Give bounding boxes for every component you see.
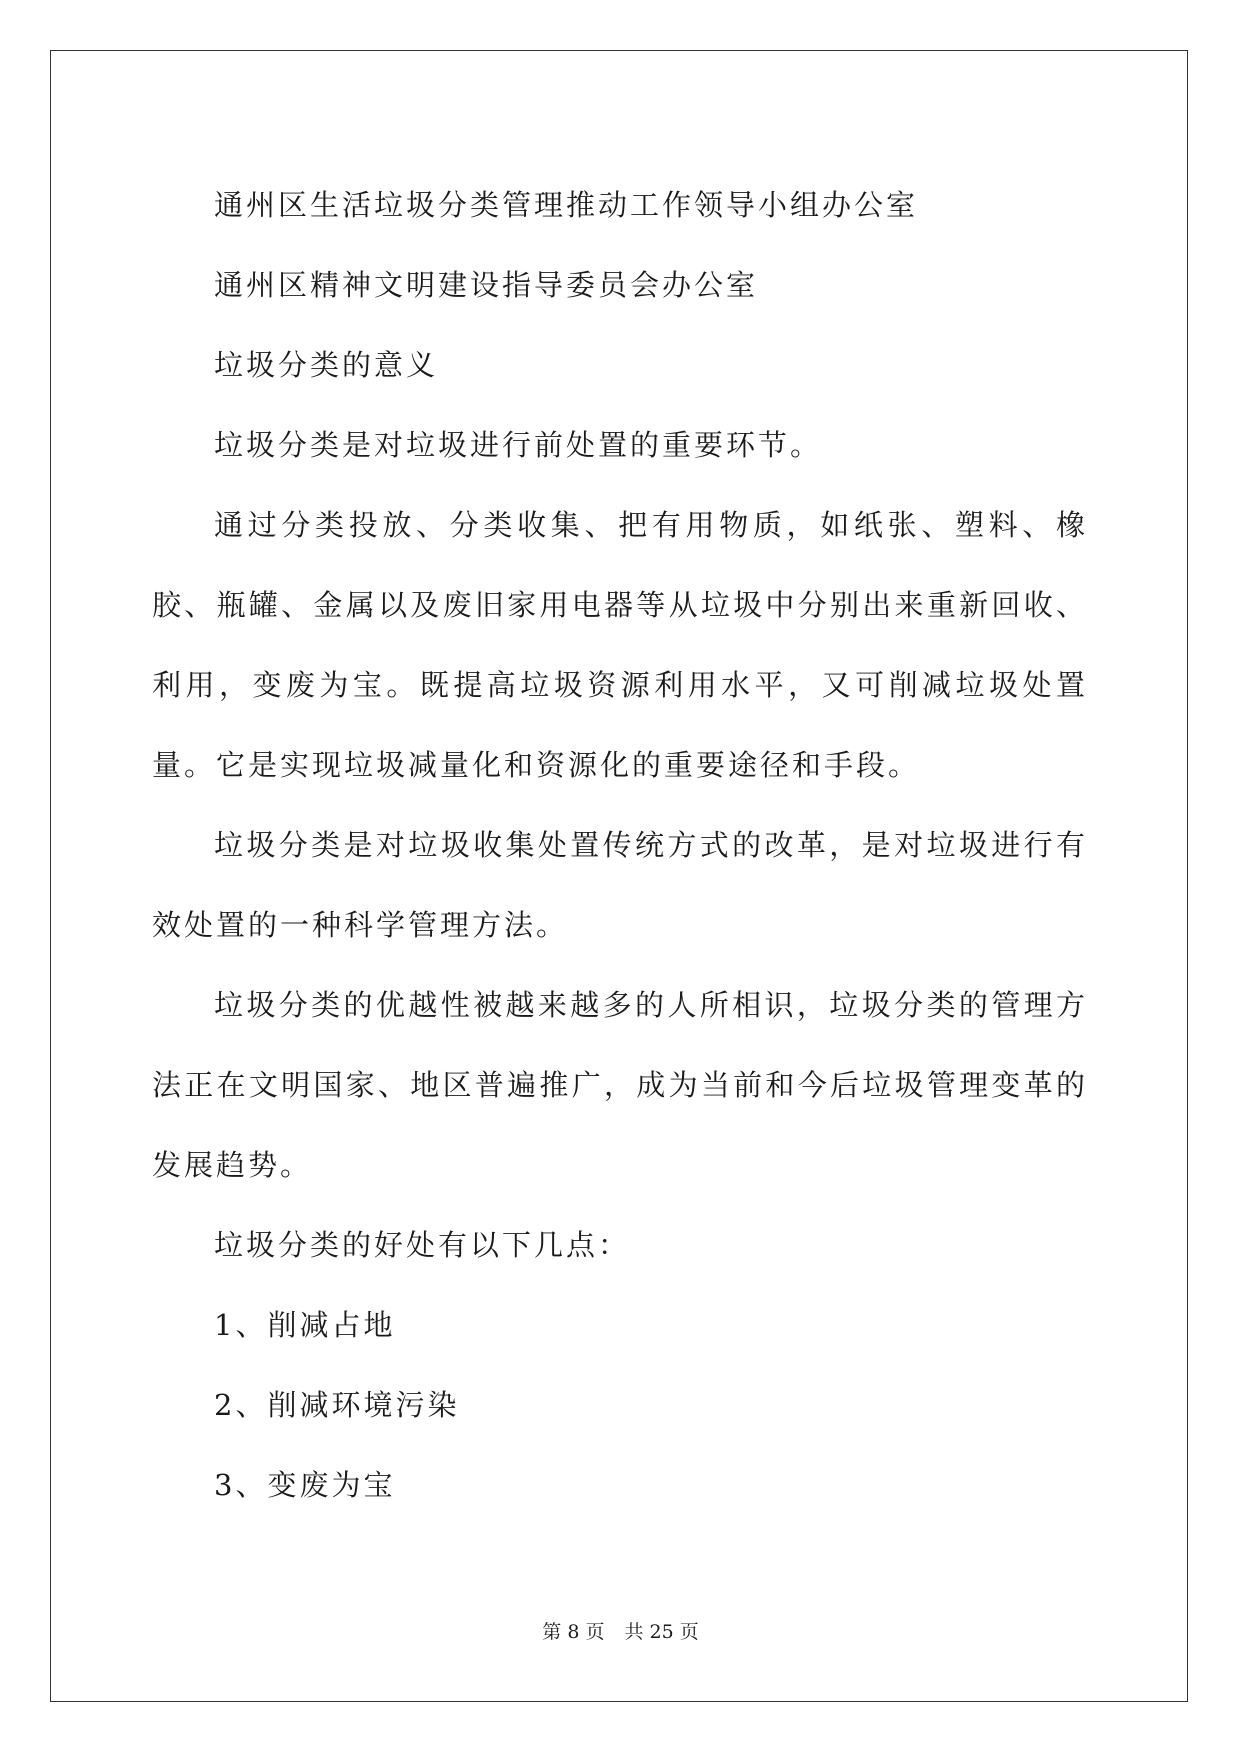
page-footer xyxy=(0,1617,1241,1644)
page-total: 共 25 页 xyxy=(624,1621,699,1643)
page-number: 第 8 页 xyxy=(542,1621,605,1643)
paragraph: 垃圾分类是对垃圾进行前处置的重要环节。 xyxy=(214,428,823,462)
list-item: 3、变废为宝 xyxy=(214,1468,396,1502)
list-item: 1、削减占地 xyxy=(214,1308,396,1342)
document-body xyxy=(152,165,1088,1525)
paragraph: 垃圾分类的好处有以下几点： xyxy=(214,1228,631,1262)
paragraph-org-1: 通州区生活垃圾分类管理推动工作领导小组办公室 xyxy=(214,188,919,222)
section-heading: 垃圾分类的意义 xyxy=(214,348,439,382)
paragraph: 垃圾分类是对垃圾收集处置传统方式的改革，是对垃圾进行有效处置的一种科学管理方法。 xyxy=(152,828,1088,942)
paragraph: 垃圾分类的优越性被越来越多的人所相识，垃圾分类的管理方法正在文明国家、地区普遍推广，成为当前和今后垃圾管理变革的发展趋势。 xyxy=(152,988,1088,1182)
paragraph-org-2: 通州区精神文明建设指导委员会办公室 xyxy=(214,268,759,302)
paragraph: 通过分类投放、分类收集、把有用物质，如纸张、塑料、橡胶、瓶罐、金属以及废旧家用电器等从垃圾中分别出来重新回收、利用，变废为宝。既提高垃圾资源利用水平，又可削减垃圾处置量。它是实现垃圾减量化和资源化的重要途径和手段。 xyxy=(152,508,1088,782)
list-item: 2、削减环境污染 xyxy=(214,1388,460,1422)
